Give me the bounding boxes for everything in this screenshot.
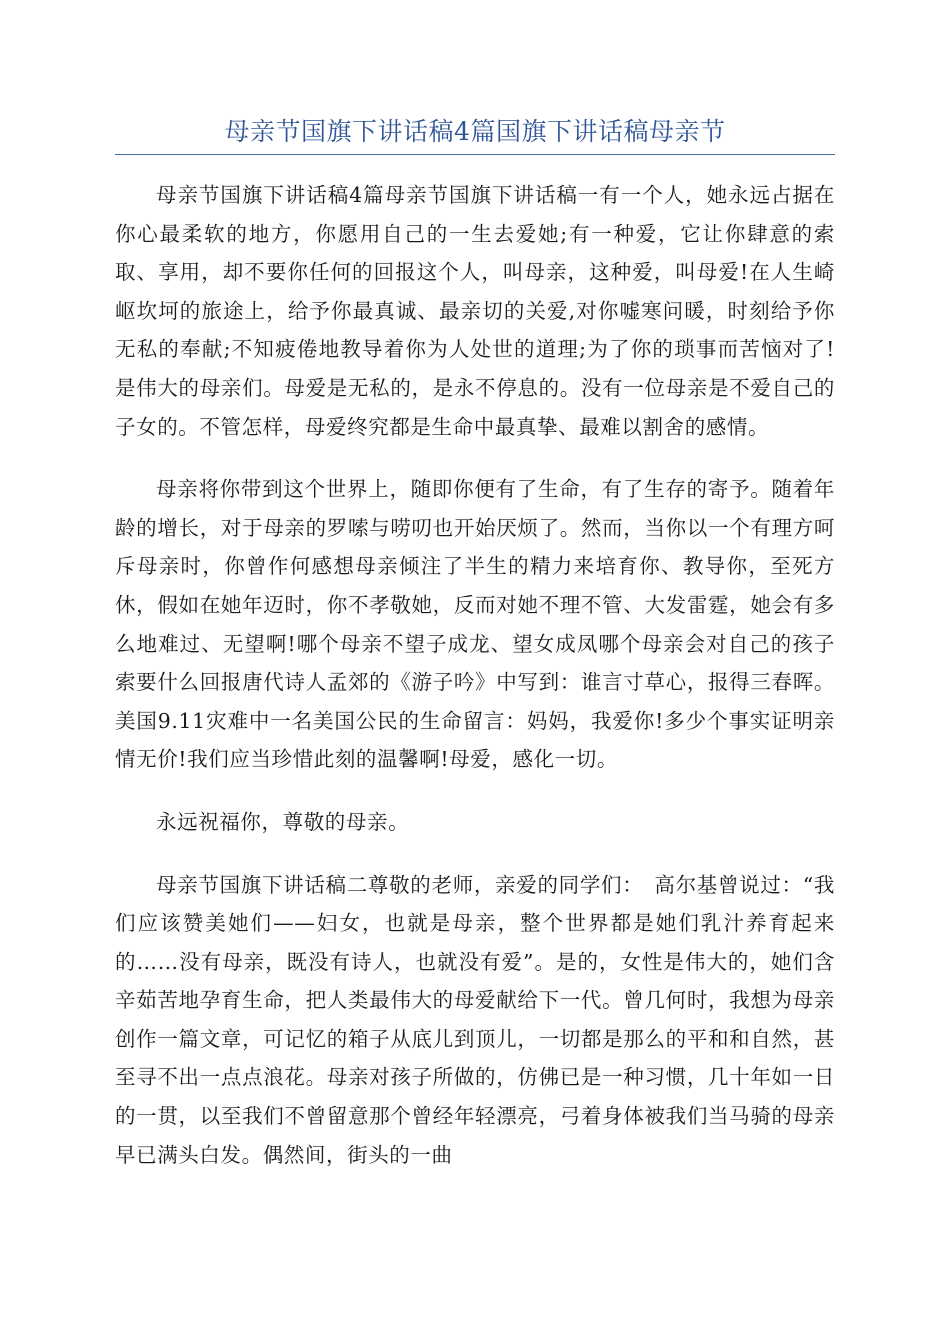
paragraph-3: 永远祝福你，尊敬的母亲。 (156, 809, 410, 834)
document-body (115, 176, 835, 1198)
title-underline (115, 154, 835, 155)
document-title: 母亲节国旗下讲话稿4篇国旗下讲话稿母亲节 (224, 117, 726, 146)
paragraph-2: 母亲将你带到这个世界上，随即你便有了生命，有了生存的寄予。随着年龄的增长，对于母亲的罗嗦与唠叨也开始厌烦了。然而，当你以一个有理方呵斥母亲时，你曾作何感想母亲倾注了半生的精力来培育你、教导你，至死方休，假如在她年迈时，你不孝敬她，反而对她不理不管、大发雷霆，她会有多么地难过、无望啊!哪个母亲不望子成龙、望女成凤哪个母亲会对自己的孩子索要什么回报唐代诗人孟郊的《游子吟》中写到：谁言寸草心，报得三春晖。美国9.11灾难中一名美国公民的生命留言：妈妈，我爱你!多少个事实证明亲情无价!我们应当珍惜此刻的温馨啊!母爱，感化一切。 (115, 477, 835, 772)
paragraph-4: 母亲节国旗下讲话稿二尊敬的老师，亲爱的同学们： 高尔基曾说过：“我们应该赞美她们——妇女，也就是母亲，整个世界都是她们乳汁养育起来的……没有母亲，既没有诗人，也就没有爱”。是的，女性是伟大的，她们含辛茹苦地孕育生命，把人类最伟大的母爱献给下一代。曾几何时，我想为母亲创作一篇文章，可记忆的箱子从底儿到顶儿，一切都是那么的平和和自然，甚至寻不出一点点浪花。母亲对孩子所做的，仿佛已是一种习惯，几十年如一日的一贯，以至我们不曾留意那个曾经年轻漂亮，弓着身体被我们当马骑的母亲早已满头白发。偶然间，街头的一曲 (115, 872, 835, 1167)
paragraph-1: 母亲节国旗下讲话稿4篇母亲节国旗下讲话稿一有一个人，她永远占据在你心最柔软的地方，你愿用自己的一生去爱她;有一种爱，它让你肆意的索取、享用，却不要你任何的回报这个人，叫母亲，这种爱，叫母爱!在人生崎岖坎坷的旅途上，给予你最真诚、最亲切的关爱,对你嘘寒问暖，时刻给予你无私的奉献;不知疲倦地教导着你为人处世的道理;为了你的琐事而苦恼对了!是伟大的母亲们。母爱是无私的，是永不停息的。没有一位母亲是不爱自己的子女的。不管怎样，母爱终究都是生命中最真挚、最难以割舍的感情。 (115, 183, 835, 439)
